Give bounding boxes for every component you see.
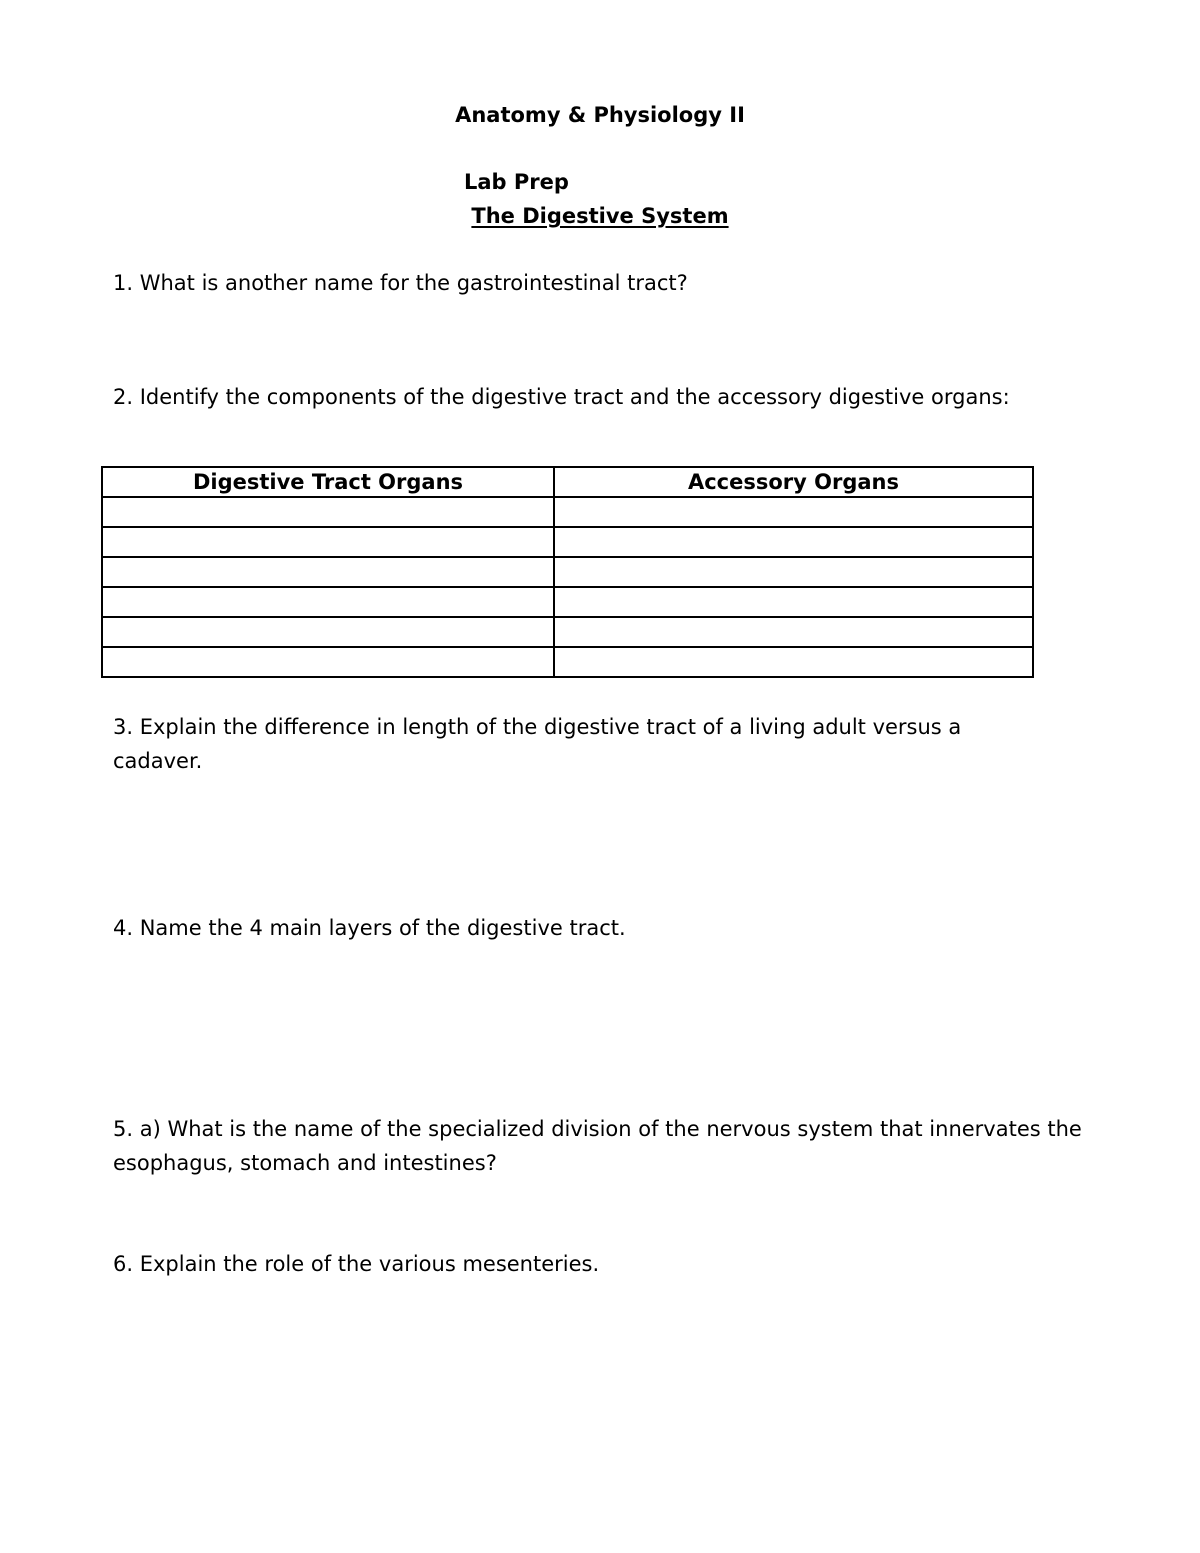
table-row (102, 497, 1033, 527)
question-4: 4. Name the 4 main layers of the digestive tract. (113, 916, 626, 940)
accessory-organ-cell[interactable] (554, 647, 1033, 677)
table-header-row (102, 467, 1033, 497)
accessory-organ-cell[interactable] (554, 617, 1033, 647)
table-row (102, 587, 1033, 617)
question-1: 1. What is another name for the gastrointestinal tract? (113, 271, 688, 295)
table-row (102, 527, 1033, 557)
table-row (102, 617, 1033, 647)
accessory-organ-cell[interactable] (554, 587, 1033, 617)
digestive-tract-cell[interactable] (102, 617, 554, 647)
digestive-tract-cell[interactable] (102, 557, 554, 587)
question-3: 3. Explain the difference in length of the digestive tract of a living adult versus a cadaver. (113, 715, 962, 773)
digestive-tract-cell[interactable] (102, 527, 554, 557)
question-2: 2. Identify the components of the digestive tract and the accessory digestive organs: (113, 385, 1010, 409)
question-5: 5. a) What is the name of the specialized division of the nervous system that innervates the esophagus, stomach and intestines? (113, 1117, 1082, 1175)
question-6: 6. Explain the role of the various mesenteries. (113, 1252, 600, 1276)
lab-prep-heading: Lab Prep (464, 170, 569, 194)
digestive-tract-cell[interactable] (102, 587, 554, 617)
digestive-tract-organs-header: Digestive Tract Organs (102, 467, 554, 497)
accessory-organ-cell[interactable] (554, 557, 1033, 587)
course-title: Anatomy & Physiology II (455, 103, 745, 127)
accessory-organs-header: Accessory Organs (554, 467, 1033, 497)
system-title: The Digestive System (471, 204, 729, 228)
table-row (102, 647, 1033, 677)
digestive-tract-cell[interactable] (102, 647, 554, 677)
table-row (102, 557, 1033, 587)
organs-table (101, 466, 1034, 678)
digestive-tract-cell[interactable] (102, 497, 554, 527)
accessory-organ-cell[interactable] (554, 497, 1033, 527)
accessory-organ-cell[interactable] (554, 527, 1033, 557)
